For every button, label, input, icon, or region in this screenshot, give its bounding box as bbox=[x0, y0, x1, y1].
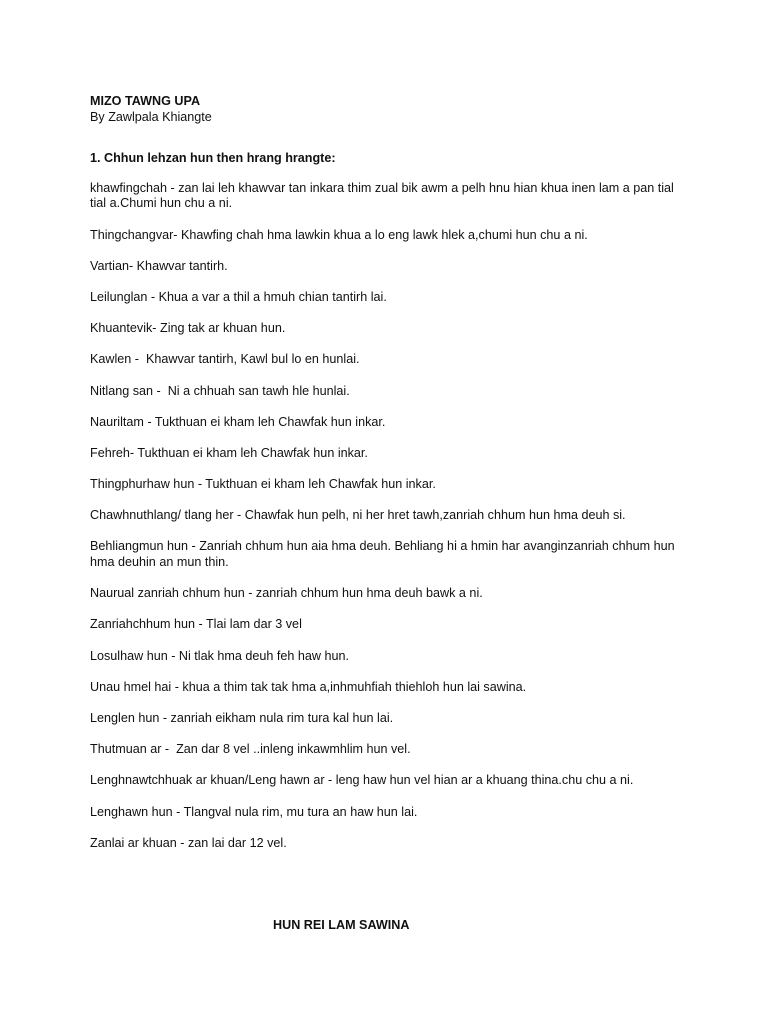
entry-thingphurhaw-hun: Thingphurhaw hun - Tukthuan ei kham leh Chawfak hun inkar. bbox=[90, 477, 436, 492]
entry-lenghawn-hun: Lenghawn hun - Tlangval nula rim, mu tura an haw hun lai. bbox=[90, 804, 418, 819]
entry-khawfingchah: khawfingchah - zan lai leh khawvar tan inkara thim zual bik awm a pelh hnu hian khua inen lam a pan tial tial a.Chumi hun chu a ni. bbox=[90, 180, 678, 211]
entry-thingchangvar: Thingchangvar- Khawfing chah hma lawkin khua a lo eng lawk hlek a,chumi hun chu a ni. bbox=[90, 227, 588, 242]
entry-chawhnuthlang: Chawhnuthlang/ tlang her - Chawfak hun pelh, ni her hret tawh,zanriah chhum hun hma deuh si. bbox=[90, 508, 626, 523]
section-heading: 1. Chhun lehzan hun then hrang hrangte: bbox=[90, 151, 336, 166]
entry-zanlai-ar-khuan: Zanlai ar khuan - zan lai dar 12 vel. bbox=[90, 835, 287, 850]
entry-zanriahchhum-hun: Zanriahchhum hun - Tlai lam dar 3 vel bbox=[90, 617, 302, 632]
entry-behliangmun-hun: Behliangmun hun - Zanriah chhum hun aia hma deuh. Behliang hi a hmin har avanginzanriah chhum hun hma deuhin an mun thin. bbox=[90, 539, 679, 570]
document-title: MIZO TAWNG UPA bbox=[90, 94, 201, 108]
entry-naurual-zanriah: Naurual zanriah chhum hun - zanriah chhum hun hma deuh bawk a ni. bbox=[90, 586, 483, 601]
document-author: By Zawlpala Khiangte bbox=[90, 109, 212, 124]
entry-lenghnawtchhuak-ar: Lenghnawtchhuak ar khuan/Leng hawn ar - leng haw hun vel hian ar a khuang thina.chu chu a ni. bbox=[90, 773, 634, 788]
entry-nitlang-san: Nitlang san - Ni a chhuah san tawh hle hunlai. bbox=[90, 383, 350, 398]
entry-lenglen-hun: Lenglen hun - zanriah eikham nula rim tura kal hun lai. bbox=[90, 710, 394, 725]
entry-khuantevik: Khuantevik- Zing tak ar khuan hun. bbox=[90, 321, 286, 336]
entry-kawlen: Kawlen - Khawvar tantirh, Kawl bul lo en hunlai. bbox=[90, 352, 360, 367]
entry-thutmuan-ar: Thutmuan ar - Zan dar 8 vel ..inleng inkawmhlim hun vel. bbox=[90, 742, 411, 757]
entry-fehreh: Fehreh- Tukthuan ei kham leh Chawfak hun inkar. bbox=[90, 445, 368, 460]
entry-losulhaw-hun: Losulhaw hun - Ni tlak hma deuh feh haw hun. bbox=[90, 648, 350, 663]
entry-leilunglan: Leilunglan - Khua a var a thil a hmuh chian tantirh lai. bbox=[90, 289, 387, 304]
entry-nauriltam: Nauriltam - Tukthuan ei kham leh Chawfak hun inkar. bbox=[90, 414, 386, 429]
document-body bbox=[90, 94, 690, 867]
entry-vartian: Vartian- Khawvar tantirh. bbox=[90, 258, 228, 273]
footer-heading: HUN REI LAM SAWINA bbox=[273, 917, 410, 932]
entry-unau-hmel-hai: Unau hmel hai - khua a thim tak tak hma a,inhmuhfiah thiehloh hun lai sawina. bbox=[90, 679, 527, 694]
